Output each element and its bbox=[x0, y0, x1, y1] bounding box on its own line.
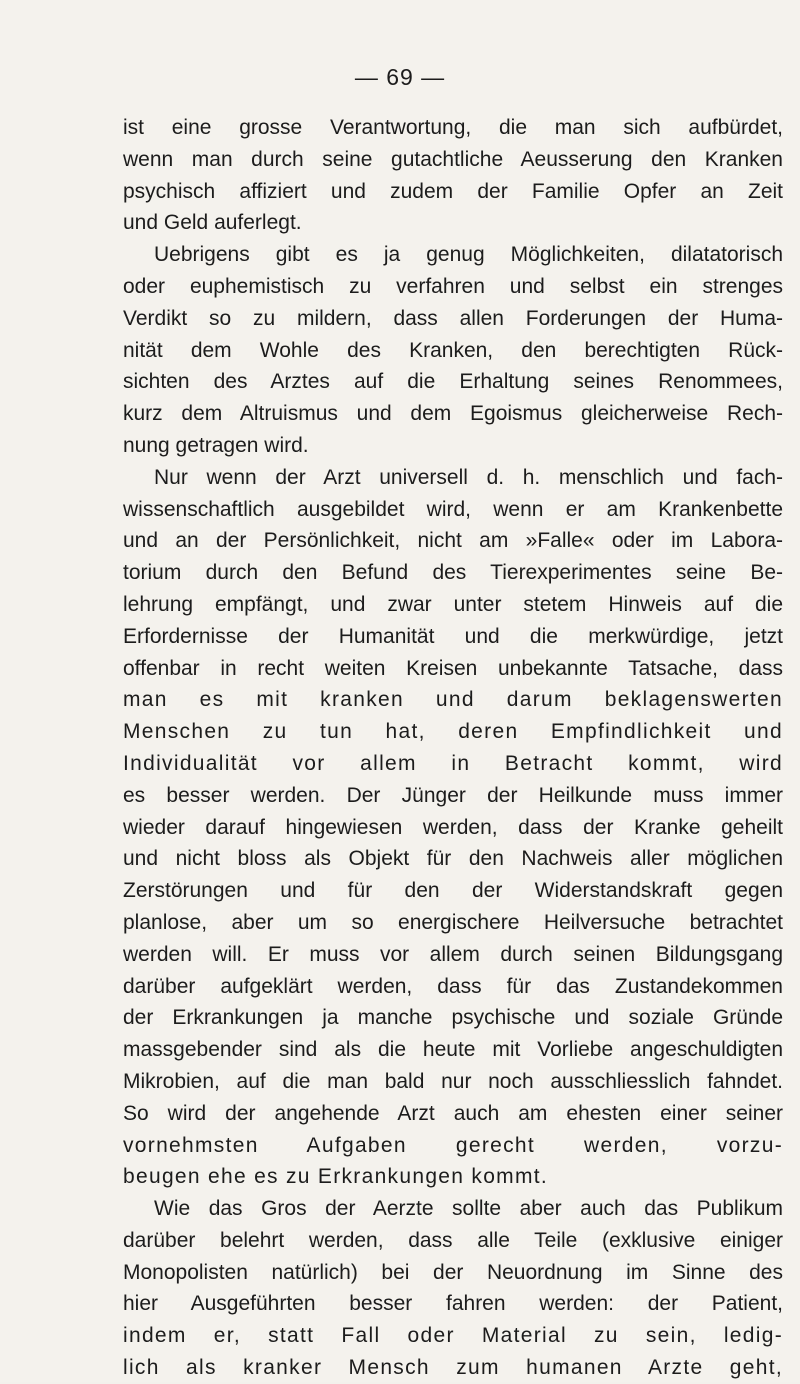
text-line: Mikrobien, auf die man bald nur noch ausschliesslich fahndet. bbox=[123, 1069, 783, 1093]
text-line: und an der Persönlichkeit, nicht am »Falle« oder im Labora- bbox=[123, 529, 783, 553]
text-line: darüber belehrt werden, dass alle Teile (exklusive einiger bbox=[123, 1228, 783, 1252]
text-line: planlose, aber um so energischere Heilversuche betrachtet bbox=[123, 910, 783, 934]
text-line: werden will. Er muss vor allem durch seinen Bildungsgang bbox=[123, 942, 783, 966]
page-number: — 69 — bbox=[354, 64, 446, 90]
text-line: Zerstörungen und für den der Widerstandskraft gegen bbox=[123, 879, 783, 903]
text-line: Verdikt so zu mildern, dass allen Forderungen der Huma- bbox=[123, 306, 783, 330]
text-line: der Erkrankungen ja manche psychische und soziale Gründe bbox=[123, 1006, 783, 1030]
text-line: darüber aufgeklärt werden, dass für das Zustandekommen bbox=[123, 974, 783, 998]
text-line: wenn man durch seine gutachtliche Aeusserung den Kranken bbox=[123, 147, 783, 171]
text-line: vornehmsten Aufgaben gerecht werden, vorzu- bbox=[123, 1133, 783, 1157]
text-line: wissenschaftlich ausgebildet wird, wenn er am Krankenbette bbox=[123, 497, 783, 521]
text-line: lehrung empfängt, und zwar unter stetem Hinweis auf die bbox=[123, 592, 783, 616]
text-line: So wird der angehende Arzt auch am ehesten einer seiner bbox=[123, 1101, 783, 1125]
text-line: oder euphemistisch zu verfahren und selbst ein strenges bbox=[123, 274, 783, 298]
text-line: Monopolisten natürlich) bei der Neuordnung im Sinne des bbox=[123, 1260, 783, 1284]
body-text bbox=[123, 112, 783, 1384]
text-line: es besser werden. Der Jünger der Heilkunde muss immer bbox=[123, 783, 783, 807]
text-line: wieder darauf hingewiesen werden, dass der Kranke geheilt bbox=[123, 815, 783, 839]
text-line: man es mit kranken und darum beklagenswerten bbox=[123, 688, 783, 712]
text-line: Erfordernisse der Humanität und die merkwürdige, jetzt bbox=[123, 624, 783, 648]
text-line: und Geld auferlegt. bbox=[123, 211, 302, 235]
text-line: hier Ausgeführten besser fahren werden: der Patient, bbox=[123, 1292, 783, 1316]
text-line: lich als kranker Mensch zum humanen Arzte geht, bbox=[123, 1356, 783, 1380]
text-line: beugen ehe es zu Erkrankungen kommt. bbox=[123, 1165, 549, 1189]
text-line: Nur wenn der Arzt universell d. h. menschlich und fach- bbox=[154, 465, 783, 489]
text-line: nung getragen wird. bbox=[123, 433, 309, 457]
text-line: nität dem Wohle des Kranken, den berechtigten Rück- bbox=[123, 338, 783, 362]
text-line: torium durch den Befund des Tierexperimentes seine Be- bbox=[123, 561, 783, 585]
text-line: Menschen zu tun hat, deren Empfindlichkeit und bbox=[123, 720, 783, 744]
text-line: sichten des Arztes auf die Erhaltung seines Renommees, bbox=[123, 370, 783, 394]
text-line: und nicht bloss als Objekt für den Nachweis aller möglichen bbox=[123, 847, 783, 871]
text-line: Individualität vor allem in Betracht kommt, wird bbox=[123, 751, 783, 775]
text-line: offenbar in recht weiten Kreisen unbekannte Tatsache, dass bbox=[123, 656, 783, 680]
text-line: Wie das Gros der Aerzte sollte aber auch das Publikum bbox=[154, 1197, 783, 1221]
text-line: psychisch affiziert und zudem der Familie Opfer an Zeit bbox=[123, 179, 783, 203]
text-line: Uebrigens gibt es ja genug Möglichkeiten, dilatatorisch bbox=[154, 243, 783, 267]
text-line: massgebender sind als die heute mit Vorliebe angeschuldigten bbox=[123, 1038, 783, 1062]
text-line: ist eine grosse Verantwortung, die man sich aufbürdet, bbox=[123, 116, 783, 139]
text-line: kurz dem Altruismus und dem Egoismus gleicherweise Rech- bbox=[123, 402, 783, 426]
text-line: indem er, statt Fall oder Material zu sein, ledig- bbox=[123, 1324, 783, 1348]
